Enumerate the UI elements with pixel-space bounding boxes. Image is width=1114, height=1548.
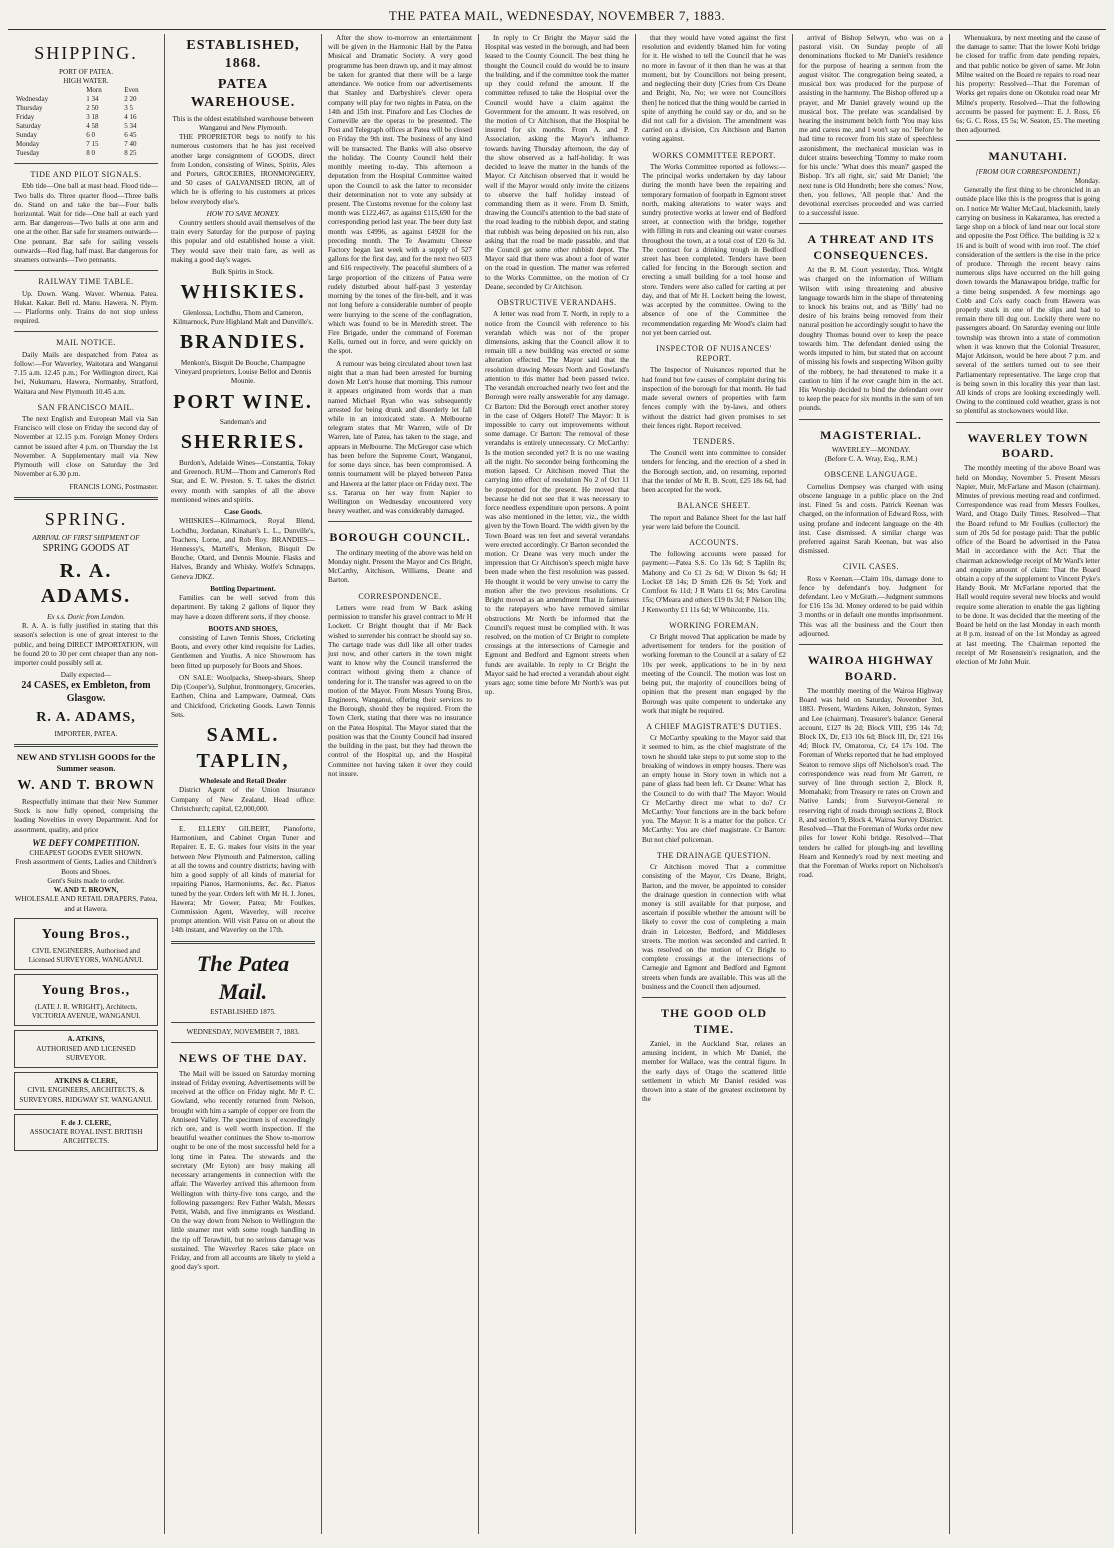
gilbert: E. ELLERY GILBERT, Pianoforte, Harmonium, and Cabinet Organ Tuner and Repairer. E. E. G. makes four visits in the year between New Plymouth and Palmerston, calling at all the towns and country districts; having with him a good supply of all kinds of material for repairing Pianos, Harmoniums, &c. &c. Pianos tuned by the year. Orders left with Mr H. J. Jones, Hawera; Mr Gower, Patea; Mr Foulkes, Commission Agent, Waverley, will receive prompt attention. Will visit Patea on or about the 14th instant, and Waverley on the 17th. xyxy=(171,825,315,935)
clere-sub: ASSOCIATE ROYAL INST. BRITISH ARCHITECTS. xyxy=(29,1128,143,1146)
balance-text: The report and Balance Sheet for the last half year were laid before the Council. xyxy=(642,513,786,531)
column-1 xyxy=(8,34,165,1534)
on-sale: ON SALE: Woolpacks, Sheep-shears, Sheep Dip (Cooper's), Sulphur, Ironmongery, Groceries, Earthen, China and Lampware, Oatmeal, Oats and Chickfood, Cricketing Goods. Lawn Tennis Sets. xyxy=(171,673,315,719)
sf-title: SAN FRANCISCO MAIL. xyxy=(37,402,135,412)
news-title: NEWS OF THE DAY. xyxy=(178,1051,308,1066)
young1-title: Young Bros., xyxy=(41,926,131,942)
case-goods: Case Goods. xyxy=(224,508,262,517)
divider xyxy=(171,941,315,944)
divider xyxy=(799,644,943,645)
boots: BOOTS AND SHOES, xyxy=(208,624,278,633)
bulk: Bulk Spirits in Stock. xyxy=(212,268,274,277)
tide-row xyxy=(14,104,158,113)
divider xyxy=(171,1022,315,1023)
high-water: HIGH WATER. xyxy=(63,77,109,86)
divider xyxy=(14,497,158,500)
railway-title: RAILWAY TIME TABLE. xyxy=(38,277,134,287)
tide-morn: 2 50 xyxy=(86,104,99,113)
tide-day: Wednesday xyxy=(16,95,49,104)
tide-table xyxy=(14,86,158,158)
whiskies-text: Glenlossa, Lochdhu, Thom and Cameron, Kilmarnock, Pure Highland Malt and Dunville's. xyxy=(172,308,314,327)
brown-text: Respectfully intimate that their New Summer Stock is now fully opened, comprising the leading Novelties in every Department. And for assortment, quality, and price xyxy=(14,797,158,834)
bottling: Bottling Department. xyxy=(210,584,276,593)
divider xyxy=(14,331,158,332)
column-6 xyxy=(793,34,950,1534)
atkins-clere-ad xyxy=(14,1072,158,1110)
manutahi-corr: [FROM OUR CORRESPONDENT.] xyxy=(975,167,1081,176)
civil-text: Ross v Keenan.—Claim 10s, damage done to fence by defendant's boy. Judgment for defendant. Leo v McGrath.—Judgment summons for £16 15s 3d. Money ordered to be paid within 3 months or in default one months imprisonment. This was all the business and the Court then adjourned. xyxy=(799,574,943,638)
paper-title: The Patea Mail. xyxy=(196,950,290,1004)
tide-morn: 7 15 xyxy=(86,140,99,149)
threat-text: At the R. M. Court yesterday, Thos. Wright was charged on the information of William Wilson with using threatening and abusive language towards him in the shape of threatening to knock his brains out, and as 'Billy' had no desire of his brains being removed from their natural position he accordingly sought to have the doughty Thomas bound over to keep the peace towards him. The defendant denied using the words imputed to him, but stated that on account of missing his fowls and suspecting Wilson guilty of the robbery, he had threatened to make it a caution to him if he ever caught him in the act. His Worship decided to bind the defendant over to keep the peace for six months in the sum of ten pounds. xyxy=(799,266,943,413)
young-bros-ad-1 xyxy=(14,918,158,970)
divider xyxy=(14,163,158,164)
tide-row xyxy=(14,95,158,104)
young1-sub: CIVIL ENGINEERS, Authorised and Licensed SURVEYORS, WANGANUI. xyxy=(28,946,144,964)
warehouse: PATEA WAREHOUSE. xyxy=(190,76,296,110)
paper-est: ESTABLISHED 1875. xyxy=(210,1007,276,1016)
tide-header-cell xyxy=(14,86,84,95)
borough-title: BOROUGH COUNCIL. xyxy=(329,530,471,545)
adams-text: R. A. A. is fully justified in stating that this season's selection is one of great interest to the public, and being DIRECT IMPORTATION, will be found 20 to 30 per cent cheaper than any non-importer could possibly sell at. xyxy=(14,622,158,668)
divider xyxy=(14,744,158,747)
divider xyxy=(171,1042,315,1043)
divider xyxy=(956,140,1100,141)
manutahi-title: MANUTAHI. xyxy=(988,149,1068,164)
brown-fresh: Fresh assortment of Gents, Ladies and Children's Boots and Shoes. xyxy=(15,858,157,876)
goodold-title: THE GOOD OLD TIME. xyxy=(660,1006,767,1036)
divider xyxy=(14,270,158,271)
divider xyxy=(328,521,472,522)
column-2 xyxy=(165,34,322,1534)
tide-header-cell: Even xyxy=(124,86,139,95)
waverley-sub: (Before C. A. Wray, Esq., R.M.) xyxy=(824,455,918,464)
waverley-title: WAVERLEY—MONDAY. xyxy=(831,445,911,454)
divider xyxy=(799,419,943,420)
col7-text1: Whenuakura, by next meeting and the cause of the damage to same: That the lower Kohi bridge be closed for traffic from date pending repairs, and that public notice be given of same. Mr John Milne waited on the Board re repairs to road near his property: Resolved—That the Foreman of Works get repairs done on Okotuku road near Mr Milne's property. Resolved—That the following accounts be passed for payment: E. J. Ross, £6 6s; G. C. Ross, £5 5s; W. Seaton, £5. The meeting then adjourned. xyxy=(956,34,1100,135)
obscene-text: Cornelius Dempsey was charged with using obscene language in a public place on the 2nd inst. Fined 5s and costs. Patrick Keenan was charged, on the information of Edward Ross, with using profane and indecent language on the 4th inst. Case dismissed. A similar charge was preferred against Sarah Keenan, but was also dismissed. xyxy=(799,482,943,556)
tide-even: 3 5 xyxy=(124,104,133,113)
brown-cheap: CHEAPEST GOODS EVER SHOWN. xyxy=(29,849,143,858)
masthead: THE PATEA MAIL, WEDNESDAY, NOVEMBER 7, 1883. xyxy=(8,6,1106,30)
port: PORT WINE. xyxy=(173,390,313,413)
tide-header-cell: Morn xyxy=(86,86,102,95)
veranda-text: A letter was read from T. North, in reply to a notice from the Council with reference to his verandah which was not of the proper dimensions, asking that the Council allow it to remain till a new building was erected or some alteration effected. The Mayor said that the resolution drawing Messrs North and Gowland's attention to this matter had been passed twice. The verandah encroached nearly two feet and the Borough were really answerable for any damage. Cr Barton: Did the Borough erect another storey in the case of Odgers Hotel? The Mayor: It is impossible to carry out improvements without some damage. Cr Barton: The removal of these verandahs is entirely unnecessary. Cr McCarthy: Is the motion seconded yet? It is no use wasting all the night. No seconder being forthcoming the motion lapsed. Cr Aitchison moved That the carrying into effect of resolution No 2 of Oct 11 be postponed for the present. He moved that because he did not see that it was necessary to force needless expenditure upon persons. A point was also mentioned in the letter, viz., the width given by the Town Board. The width given by the Town Board was ten feet and several verandahs were erected accordingly. Cr Barton seconded the motion. Cr Deane was very much under the impression that Cr Aitchison's speech might have been made when the first resolution was passed. He thought it would be very unwise to carry the motion after the two previous resolutions. Cr Bright moved as an amendment That in fairness to the ratepayers who have removed similar obstructions Mr North be informed that the Council's request must be complied with. It was resolved, on the motion of Cr Bright to complete crossings at the intersections of Carnegie and Egmont and Bedford and Egmont streets when funds are available. In reply to Cr Bright the Mayor said he had erected a verandah about eight years ago; some time before Mr North's was put up. xyxy=(485,310,629,697)
sherries-text: Burdon's, Adelaide Wines—Constantia, Tokay and Greenoch. RUM—Thom and Cameron's Red Star, and E. W. Preston. S. T. takes the district every month with samples of all the above mentioned wines and spirits. xyxy=(171,459,315,504)
tide-day: Thursday xyxy=(16,104,43,113)
foreman-text: Cr Bright moved That application be made by advertisement for tenders for the position of working foreman to the Council at a salary of £2 10s per week, applications to be in by next meeting of the Council. The motion was lost on being put, the majority of councillors being of opinion that the present man engaged by the Borough was quite competent to undertake any work that might be required. xyxy=(642,633,786,715)
corr-title: CORRESPONDENCE. xyxy=(358,591,442,601)
brown-slogan: WE DEFY COMPETITION. xyxy=(32,837,140,848)
divider xyxy=(799,223,943,224)
adams-sign: R. A. ADAMS, xyxy=(36,710,136,726)
tide-day: Friday xyxy=(16,113,35,122)
tenders-title: TENDERS. xyxy=(693,437,735,447)
obscene-title: OBSCENE LANGUAGE. xyxy=(824,470,918,480)
taplin: SAML. TAPLIN, xyxy=(196,723,290,772)
works-title: WORKS COMMITTEE REPORT. xyxy=(652,150,776,160)
union: District Agent of the Union Insurance Company of New Zealand. Head office: Christchurch; capital, £2,000,000. xyxy=(171,786,315,813)
spring-sub2: SPRING GOODS AT xyxy=(42,542,130,554)
atkins-sub: AUTHORISED AND LICENSED SURVEYOR. xyxy=(36,1044,136,1062)
tide-morn: 6 0 xyxy=(86,131,95,140)
brown-sign-sub: WHOLESALE AND RETAIL DRAPERS, Patea, and at Hawera. xyxy=(14,895,158,913)
adams-name: R. A. ADAMS. xyxy=(40,559,132,608)
atkins-title: A. ATKINS, xyxy=(67,1035,105,1044)
borough-text: The ordinary meeting of the above was held on Monday night. Present the Mayor and Crs Bright, McCarthy, Aitchison, Williams, Deane and Barton. xyxy=(328,548,472,585)
tide-morn: 8 0 xyxy=(86,149,95,158)
young2-title: Young Bros., xyxy=(41,983,131,999)
tide-even: 6 45 xyxy=(124,131,137,140)
col3-text2: A rumour was being circulated about town last night that a man had been arrested for burning down Mr Lett's house that morning. This rumour it appears originated from words that a man named Michael Ryan who was subsequently arrested for being drunk and disorderly let fall while in an intoxicated state. A Melbourne telegram states that Mr Warren, wife of Dr Warren, late of Patea, has taken to the stage, and appears in Melbourne. The McGregor case which has been before the Supreme Court, Wanganui, for some days since, has been compromised. A tennis tournament will be played between Patea and Hawera at the latter place on Friday next. The s.s. Tararua on her way from Napier to Wellington on Wednesday encountered very heavy weather, and was considerably damaged. xyxy=(328,359,472,516)
manutahi-text: Generally the first thing to be chronicled in an outside place like this is the progress that is going on. I notice Mr Walter McCaul, blacksmith, lately carrying on business in Kakaramea, has erected a large shop on a block of land near our local store and opposite the Post Office. The building is 32 x 16 and is built of wood with iron roof. The chief consideration of the settlers is the rise in the price of produce. Through the recent heavy rains numerous slips have occurred on the hill going down towards the Manawapou bridge, traffic for a time being suspended. A few mornings ago Cobb and Co's early coach from Hawera was properly stuck in one of the slips and had to remain there till dug out. Luckily there were no passengers aboard. On Saturday evening our little township was thrown into a state of commotion when it was known that the Colonial Treasurer, Major Atkinson, would be here about 7 p.m. and several of the settlers turned out to see their Parliamentary representative. The large crop that is being sown in this locality this year than last. All kinds of crops are looking exceedingly well. Owing to the continued cold weather, grass is not so plentiful as stockowners would like. xyxy=(956,186,1100,416)
column-4 xyxy=(479,34,636,1534)
adams-cases: 24 CASES, ex Embleton, from Glasgow. xyxy=(21,680,151,705)
sherries: SHERRIES. xyxy=(180,431,306,454)
works-text: The Works Committee reported as follows:—The principal works undertaken by day labour during the month have been the repairing and temporary formation of footpath in Egmont street north, making alterations to water ways and sundry protective works at lower end of Bedford street, at connection with the bridge, together with filling in ruts and cleaning out water courses throughout the town, at a total cost of £20 6s 3d. The contract for a drinking trough in Bedford street has been completed. Tenders have been called for fencing in the Borough section and erecting a small building for a tool house and store. Tenders were also called for carting at per day, and that of Mr H. Lockett being the lowest, was accepted by the committee. Owing to the absence of one of the Committee the recommendation regarding Mr Wood's claim had not yet been carried out. xyxy=(642,162,786,337)
veranda-title: OBSTRUCTIVE VERANDAHS. xyxy=(497,298,617,308)
drainage-title: THE DRAINAGE QUESTION. xyxy=(656,850,772,860)
spring-sub1: ARRIVAL OF FIRST SHIPMENT OF xyxy=(32,533,140,542)
col3-text1: After the show to-morrow an entertainment will be given in the Harmonic Hall by the Patea Musical and Dramatic Society. A very good programme has been drawn up, and it may almost be taken for granted that there will be a large attendance. We notice from our advertisements that Stanley and Darbyshire's clever opera company will play for two nights in Patea, on the 14th and 15th inst. Pinafore and Les Cloches de Corneville are the operas to be presented. The Post and Telegraph offices at Patea will be closed on Friday the 9th inst. The business of any kind will be transacted. The Banks will also observe the holiday. The County Council held their monthly meeting to-day. This afternoon a deputation from the Hospital Committee waited upon the Council to ask the latter to reconsider their determination not to vote any subsidy at present. The Customs revenue for the colony last month was £122,467, as against £115,690 for the corresponding period last year. The beer duty last month was £4996, as against £4928 for the preceding month. The Te Awamutu Cheese Factory began last week with a supply of 527 gallons for the first day, and for the next two 603 and 616 respectively. The peaceful slumbers of a large proportion of the citizens of Patea were rudely disturbed about half-past 3 yesterday morning by the tones of the fire-bell, and it was not long before a considerable number of people were hurrying to the scene of the conflagration, which was found to be in Meredith street. The Fire Brigade, under the command of Foreman Kells, turned out in force, and were quickly on the spot. xyxy=(328,34,472,356)
columns xyxy=(8,34,1106,1534)
col4-text1: In reply to Cr Bright the Mayor said the Hospital was vested in the borough, and had been leased to the County Council. The best thing he thought the Council could do would be to insure the building, and if the committee took the matter up they could refund the amount. If the committee refused to take the Hospital over the Council would have a claim against the Government for the amount. It was resolved, on the motion of Cr Aitchison, that the Hospital be insured for six months. From A. and P. Association, asking the Mayor's influence towards having Thursday afternoon, the day of the show observed as a half-holiday. It was decided to leave the matter in the hands of the Mayor. Cr Aitchison observed that it would be well if the Mayor would only invite the citizens to observe the half holiday instead of commanding them as it were. From D. Smith, drawing the Council's attention to the bad state of the road leading to the rubbish depot, and stating that rubbish was being deposited on his run, also asking that the road be made passable, and that the Council get some other rubbish depot. The Mayor said that there was about a foot of water on the road in question. The matter was referred to the Works Committee, on the motion of Cr Deane, seconded by Cr Aitchison. xyxy=(485,34,629,291)
adams-ship: Ex s.s. Doric from London. xyxy=(47,612,125,621)
warehouse-sub: This is the oldest established warehouse between Wanganui and New Plymouth. xyxy=(172,114,314,132)
proprietor-text: THE PROPRIETOR begs to notify to his numerous customers that he has just received another large consignment of GOODS, direct from London, consisting of Wines, Spirits, Ales and Porters, GROCERIES, IRONMONGERY, and 50 cases of GALVANISED IRON, all of which he is offering to his customers at prices below everybody else's. xyxy=(171,133,315,206)
signals-text: Ebb tide—One ball at mast head. Flood tide—Two balls do. Three quarter flood—Three balls do. Stand on and take the bar—Four balls horizontal. Wait for tide—One ball at each yard arm. Bar dangerous—Two balls at one arm and one at the other. Bar safe for steamers outwards—One pennant. Bar safe for sailing vessels outwards—Red flag, half mast. Bar dangerous for steamers outwards—Two pennants. xyxy=(14,182,158,265)
tide-even: 2 20 xyxy=(124,95,137,104)
tide-day: Tuesday xyxy=(16,149,40,158)
tide-morn: 3 18 xyxy=(86,113,99,122)
news-text: The Mail will be issued on Saturday morning instead of Friday evening. Advertisements will be received at the office on Friday night. Mr P. C. Gowland, who recently returned from Nelson, brought with him a sample of copper ore from the Anniseed Valley. The specimen is of exceedingly rich ore, and is well worth inspection. If the beautiful weather continues the Show to-morrow ought to be one of the most successful held for a long time in Patea. The stewards and the secretary (Mr Eyton) are busy making all necessary arrangements in connection with the affair. The Waverley arrived this afternoon from Wellington with thirty-five tons cargo, and the following passengers: Rev Father Walsh, Messrs Pettit, Walsh, and five immigrants ex Westland. On the way down from Nelson to Wellington the little steamer met with some rough handling in the rip off Terawhiti, but no serious damage was sustained. The Waverley Races take place on Friday, and from all accounts are likely to yield a good day's sport. xyxy=(171,1069,315,1272)
mail-title: MAIL NOTICE. xyxy=(56,338,116,348)
waverley-town-text: The monthly meeting of the above Board was held on Monday, November 5. Present Messrs Napier, Muir, McFarlane and Mason (chairman). Minutes of previous meeting read and confirmed. Correspondence was read from Messrs Foulkes, Ward, and Otago Daily Times. Resolved—That the Board refund to Mr Foulkes (collector) the sum of 20s 5d for postage paid: That the public office of the Board be advertised in the Patea Mail in accordance with the Act: That the chairman acknowledge receipt of Mr Ward's letter and enquire amount of claim: That the Board obtain a copy of the supplement to Vincent Pyke's Handy Book. Mr McFarlane reported that the Hall would require several new blocks and would require some alteration to enable the gas lighting to be done. It was decided that the meeting of the Board be held on the last Monday in each month at 8 p.m. instead of on the 1st Monday as agreed at last meeting. The Chairman reported the receipt of Mr Rosenstein's resignation, and the election of Mr John Muir. xyxy=(956,464,1100,666)
divider xyxy=(171,819,315,820)
foreman-title: WORKING FOREMAN. xyxy=(669,620,759,630)
balance-title: BALANCE SHEET. xyxy=(677,501,751,511)
bottling-text: Families can be well served from this department. By taking 2 gallons of liquor they may have a dozen different sorts, if they choose. xyxy=(171,594,315,621)
postmaster: FRANCIS LONG, Postmaster. xyxy=(69,482,158,491)
case-text: WHISKIES—Kilmarnock, Royal Blend, Lochdhu, Jordanan, Kinahan's L. L., Dunville's, Teachers, Lorne, and Rob Roy. BRANDIES—Hennessy's, Martell's, Menkon, Bisquit De Bouche, Otard, and Dennis Mounie. Flasks and Halves, Brandy and Whisky. Wolfe's Schnapps, Geneva JDKZ. xyxy=(171,517,315,581)
tide-day: Sunday xyxy=(16,131,37,140)
signals-title: TIDE AND PILOT SIGNALS. xyxy=(30,170,142,180)
wairoa-title: WAIROA HIGHWAY BOARD. xyxy=(807,653,935,683)
column-7 xyxy=(950,34,1106,1534)
drainage-text: Cr Aitchison moved That a committee consisting of the Mayor, Crs Deane, Bright, Barton, and the mover, be appointed to consider the drainage question in connection with what money is still available for that purpose, and ascertain if possible whether the amount will be likely to cover the cost of completing a main drain in Leicester, Bedford, and Middlesex streets. The motion was seconded and carried. It was resolved on the motion of Cr Bright to complete crossings at the intersections of Carnegie and Egmont and Bedford and Egmont streets when funds are available. This was all the business and the Council then adjourned. xyxy=(642,863,786,991)
port-line: PORT OF PATEA. xyxy=(58,68,114,77)
atkins-clere-sub: CIVIL ENGINEERS, ARCHITECTS, & SURVEYORS, RIDGWAY ST. WANGANUI. xyxy=(19,1086,153,1104)
clere: F. de J. CLERE, xyxy=(60,1118,112,1127)
goodold-text: Zaniel, in the Auckland Star, relates an amusing incident, in which Mr Daniel, the member for Wallace, was the central figure. In the early days of Otago the scattered little settlement in which Mr Daniel resided was thrown into a state of the greatest excitement by the xyxy=(642,1039,786,1104)
col6-text1: arrival of Bishop Selwyn, who was on a pastoral visit. On Sunday people of all denominations flocked to Mr Daniel's residence for the purpose of hearing a sermon from the august visitor. The congregation being seated, a musical box was produced for the purpose of assisting in the harmony. The Bishop offered up a prayer, and Mr Daniel gravely wound up the musical box. The prelate was scandalised by hearing the instrument belch forth 'You may kiss me and caress me, and I won't say no.' Before he had time to recover from his state of speechless astonishment, the mechanical musician was in dulcet strains beseeching 'Tommy to make room for his uncle.' 'What does this mean?' gasped the Bishop. 'It's all right, sir,' said Mr Daniel; 'the next tune is Old Hundreth; here she comes.' Now, then, you fellows, 'All people that.' And the devotional exercises proceeded and was carried to a successful issue. xyxy=(799,34,943,218)
tide-morn: 4 58 xyxy=(86,122,99,131)
mail-text: Daily Mails are despatched from Patea as follow:—For Waverley, Waitotara and Wanganui 7.15 a.m. 12.45 p.m.; For Wellington direct, Kai Iwi, Nukumaru, Hawera, Normanby, Stratford, Waitara and New Plymouth 10.45 a.m. xyxy=(14,350,158,396)
column-3 xyxy=(322,34,479,1534)
shipping-title: SHIPPING. xyxy=(34,43,138,63)
civil-title: CIVIL CASES. xyxy=(843,562,899,572)
tide-row xyxy=(14,131,158,140)
atkins-clere: ATKINS & CLERE, xyxy=(54,1077,118,1086)
tide-even: 4 16 xyxy=(124,113,137,122)
tide-row xyxy=(14,149,158,158)
accounts-text: The following accounts were passed for payment:—Patea S.S. Co 13s 6d; S Tapliln 8s; Mahony and Co £1 2s 6d; W Dixon 9s 6d; H Locket £8 14s; D Smith £26 0s 5d; York and Cornfoot 6s 11d; J R Watts £1 6s; Mrs Carolina 15s; O'Meara and others £19 0s 3d; F Nelson 10s; J Kenworthy £1 11s 6d; W Whitcombe, 11s. xyxy=(642,550,786,614)
tide-even: 8 25 xyxy=(124,149,137,158)
sf-text: The next English and European Mail via San Francisco will close on Friday the second day of November at 12.15 p.m. Foreign Money Orders cannot be issued after 4 p.m. on Thursday the 1st November. A Supplementary mail via New Plymouth will close on Saturday the 3rd November at 6.30 p.m. xyxy=(14,414,158,479)
accounts-title: ACCOUNTS. xyxy=(689,538,739,548)
brandies-text: Menkon's, Bisquit De Bouche, Champagne Vineyard proprietors, Louise Bellot and Dennis Mounie. xyxy=(174,358,312,386)
tide-morn: 1 34 xyxy=(86,95,99,104)
adams-sign-sub: IMPORTER, PATEA. xyxy=(54,729,118,738)
brandies: BRANDIES. xyxy=(179,331,307,354)
how-text: Country settlers should avail themselves of the train every Saturday for the purpose of paying this popular and old established house a visit. They would save their train fare, as well as making a good day's wages. xyxy=(171,219,315,264)
threat-title: A THREAT AND ITS CONSEQUENCES. xyxy=(807,232,935,262)
tide-day: Saturday xyxy=(16,122,41,131)
brown-sign: W. AND T. BROWN, xyxy=(53,886,119,895)
nuisance-title: INSPECTOR OF NUISANCES' REPORT. xyxy=(656,344,772,364)
tide-row xyxy=(14,140,158,149)
adams-daily: Daily expected— xyxy=(60,671,112,680)
railway-text: Up. Down. Wang. Waver. Whenua. Patea. Hukat. Kakar. Bell rd. Manu. Hawera. N. Plym. — Platforms only. Trains do not stop unless required. xyxy=(14,289,158,326)
wairoa-text: The monthly meeting of the Wairoa Highway Board was held on Saturday, November 3rd, 1883. Present, Wardens Aiken, Johnston, Symes and Lee (chairman). Treasurer's balance: General account, £127 8s 2d; Block VIII, £95 14s 7d; Block IX, Dr, £13 10s 6d; Block III, Dr, £21 16s 4d; Block IV, Omatoroa, Cr, £4 17s 10d. The Foreman of Works reported that he had employed Seaton to remove slips off Nicholson's road. The correspondence was read from Mr Garrett, re survey of line through section 2, Block 8, Momahaki; from Treasury re rates on Crown and Native Lands; from Surveyor-General re reserving right of roads through sections 2, Block 8, and section 9, Block 4, Wairoa Survey District. Resolved—That the Foreman of Works order new piles for lower Kohi bridge. Resolved—That tenders be called for plough-ing and levelling Hearn and Kennedy's road by next meeting and that the Foreman of Works report on Nicholson's road. xyxy=(799,686,943,880)
boots-text: consisting of Lawn Tennis Shoes, Cricketing Boots, and every other kind requisite for Ladies, Gentlemen and Youths. A nice Showroom has been fitted up purposely for Boots and Shoes. xyxy=(171,633,315,670)
how-to-save: HOW TO SAVE MONEY. xyxy=(206,209,280,218)
divider xyxy=(956,422,1100,423)
tide-row xyxy=(14,122,158,131)
tide-day: Monday xyxy=(16,140,40,149)
clere-ad xyxy=(14,1114,158,1152)
tide-row xyxy=(14,113,158,122)
chief-text: Cr McCarthy speaking to the Mayor said that it seemed to him, as the chief magistrate of the town he should take steps to put some stop to the breaking of windows in empty houses. There was an empty house in Story town in which not a pane of glass had been left. Cr Deane: What has the Council to do with that? The Mayor: Would Cr McCarthy direct me what to do? Cr McCarthy: Your functions are in the back before you. The Mayor: It is a matter for the police. Cr McCarthy: You are chief magistrate. Cr Barton: But not chief policeman. xyxy=(642,734,786,844)
manutahi-day: Monday. xyxy=(1074,176,1100,185)
atkins-ad xyxy=(14,1030,158,1068)
chief-title: A CHIEF MAGISTRATE'S DUTIES. xyxy=(646,721,782,731)
column-5 xyxy=(636,34,793,1534)
tide-even: 7 40 xyxy=(124,140,137,149)
port-text: Sandeman's and xyxy=(219,418,267,427)
taplin-sub: Wholesale and Retail Dealer xyxy=(199,777,287,786)
spring-title: SPRING. xyxy=(44,508,128,529)
corr-text: Letters were read from W Back asking permission to transfer his gravel contract to Mr H Lockett. Cr Bright thought that if Mr Back wished to surrender his contract he should say so. The cartage trade was dull like all other trades just now, and other carters in the town might want to know why the Council transferred the contract without giving them a chance of tendering for it. The transfer was agreed to on the motion of the Mayor. From Messrs Young Bros, Engineers, Wanganui, offering their services to the Borough, should they be required. From the Town Clerk, stating that there was no insurance on the Patea Hospital. The Mayor stated that the position was that the County Council had insured the building in the past, but they had thrown the control of the Hospital up, and the Hospital Committee not having taken it over they could not insure. xyxy=(328,603,472,778)
new-goods: NEW AND STYLISH GOODS for the Summer season. xyxy=(16,752,156,774)
whiskies: WHISKIES. xyxy=(180,281,306,304)
divider xyxy=(642,997,786,998)
tide-header xyxy=(14,86,158,95)
young-bros-ad-2 xyxy=(14,974,158,1026)
waverley-town-title: WAVERLEY TOWN BOARD. xyxy=(967,430,1089,461)
tide-even: 5 34 xyxy=(124,122,137,131)
nuisance-text: The Inspector of Nuisances reported that he had found but few causes of complaint during his inspection of the borough for that month. He had made several owners of properties with farm fences comply with the by-laws, and others without the district had given promises to set their fences right. Report received. xyxy=(642,366,786,430)
col5-text1: that they would have voted against the first resolution and evidently blamed him for voting for it. He wished to tell the Council that he was no more in favour of it then than he was at that moment, but by Councillors not being present, and neglecting their duty [Cries from Crs Deane and Bright, No, No; we were not Councillors then] he noticed that the thing would be carried in spite of anything he could say or do, and so he did not call for a division. The amendment was carried on a division, Crs Aitchison and Barton voting against. xyxy=(642,34,786,144)
paper-date: WEDNESDAY, NOVEMBER 7, 1883. xyxy=(186,1028,300,1037)
brown-suits: Gent's Suits made to order. xyxy=(47,876,125,885)
young2-sub: (LATE J. R. WRIGHT), Architects, VICTORIA AVENUE, WANGANUI. xyxy=(31,1003,141,1021)
established: ESTABLISHED, 1868. xyxy=(186,38,300,71)
brown-title: W. AND T. BROWN xyxy=(17,777,155,793)
tenders-text: The Council went into committee to consider tenders for fencing, and the erection of a shed in the Borough section, and, on resuming, reported that the tender of Mr R. B. Scott, £25 18s 6d, had been accepted for the work. xyxy=(642,449,786,495)
magisterial-title: MAGISTERIAL. xyxy=(820,427,922,442)
